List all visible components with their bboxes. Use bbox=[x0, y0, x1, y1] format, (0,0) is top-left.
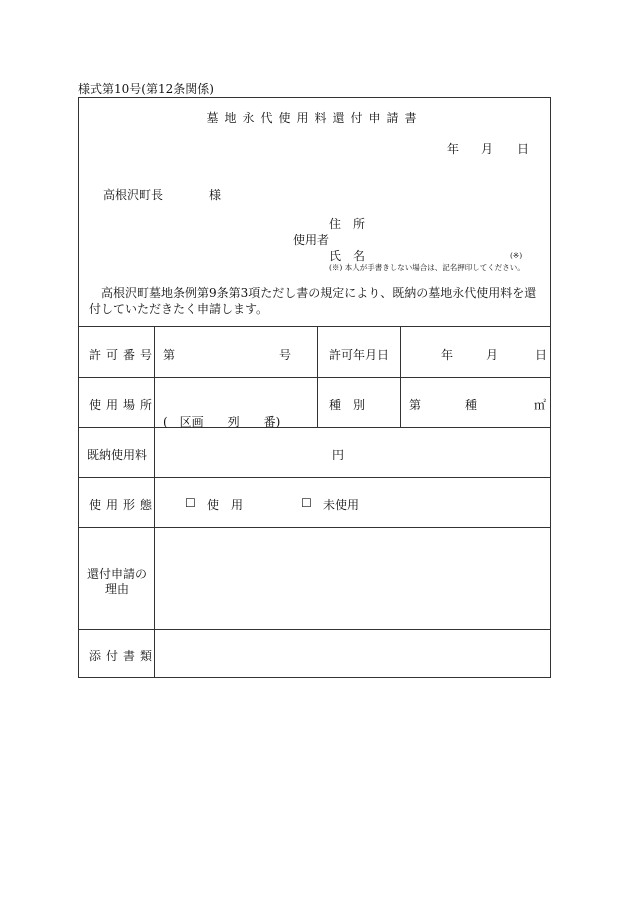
name-label: 氏 名 bbox=[329, 249, 366, 263]
date-year-label: 年 bbox=[447, 142, 460, 156]
type-prefix: 第 bbox=[409, 398, 422, 412]
addressee-honorific: 様 bbox=[209, 188, 222, 202]
row-divider bbox=[79, 477, 550, 478]
form-id: 様式第10号(第12条関係) bbox=[78, 82, 214, 96]
addressee-name: 高根沢町長 bbox=[103, 188, 164, 202]
paid-fee-label: 既納使用料 bbox=[87, 448, 148, 462]
usage-unused-option: 未使用 bbox=[323, 498, 360, 512]
address-label: 住 所 bbox=[329, 217, 366, 231]
table-top-border bbox=[79, 326, 550, 327]
reason-label-line1: 還付申請の bbox=[87, 567, 148, 581]
row-divider bbox=[79, 629, 550, 630]
seal-mark: (※) bbox=[510, 251, 523, 260]
row-divider bbox=[79, 377, 550, 378]
area-unit: ㎡ bbox=[534, 398, 547, 412]
permit-number-prefix: 第 bbox=[163, 348, 176, 362]
paid-fee-unit: 円 bbox=[332, 448, 345, 462]
attachments-label: 添付書類 bbox=[89, 649, 158, 663]
location-label: 使用場所 bbox=[89, 398, 158, 412]
column-divider bbox=[317, 326, 318, 427]
permit-number-label: 許可番号 bbox=[89, 348, 158, 362]
usage-used-checkbox[interactable]: ☐ bbox=[185, 496, 196, 510]
row-divider bbox=[79, 427, 550, 428]
reason-label-line2: 理由 bbox=[105, 582, 130, 596]
permit-date-label: 許可年月日 bbox=[329, 348, 390, 362]
row-divider bbox=[79, 527, 550, 528]
date-day-label: 日 bbox=[517, 142, 530, 156]
type-label: 種 別 bbox=[329, 398, 366, 412]
application-body-sentence: 高根沢町墓地条例第9条第3項ただし書の規定により、既納の墓地永代使用料を還付していただきたく申請します。 bbox=[89, 286, 537, 316]
permit-date-day: 日 bbox=[535, 348, 548, 362]
signature-note: (※) 本人が手書きしない場合は、記名押印してください。 bbox=[329, 263, 525, 272]
date-month-label: 月 bbox=[481, 142, 494, 156]
permit-number-suffix: 号 bbox=[279, 348, 292, 362]
location-detail: ( 区画 列 番) bbox=[163, 415, 281, 429]
column-divider bbox=[400, 326, 401, 427]
form-title: 墓地永代使用料還付申請書 bbox=[206, 111, 423, 125]
usage-label: 使用形態 bbox=[89, 498, 158, 512]
application-form bbox=[78, 97, 551, 678]
usage-used-option: 使 用 bbox=[207, 498, 244, 512]
application-body-text bbox=[89, 285, 544, 317]
usage-unused-checkbox[interactable]: ☐ bbox=[301, 496, 312, 510]
type-kind: 種 bbox=[465, 398, 478, 412]
permit-date-year: 年 bbox=[441, 348, 454, 362]
user-label: 使用者 bbox=[293, 233, 330, 247]
permit-date-month: 月 bbox=[486, 348, 499, 362]
